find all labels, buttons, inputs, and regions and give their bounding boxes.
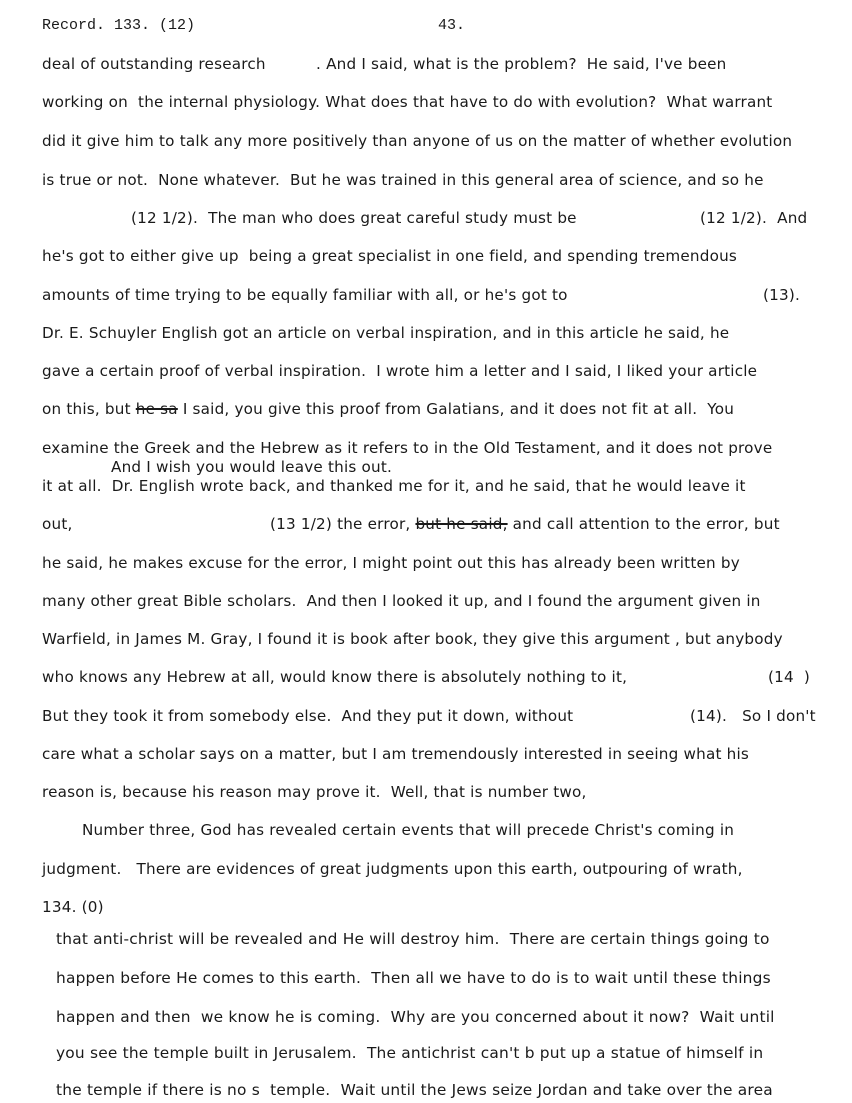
text-line-7-right: (13).: [763, 286, 801, 304]
text-line-16: Warfield, in James M. Gray, I found it is book after book, they give this argument , but anybody: [42, 630, 783, 648]
lower-line-2: happen before He comes to this earth. Then all we have to do is to wait until these things: [56, 969, 771, 987]
text-line-17-left: who knows any Hebrew at all, would know there is absolutely nothing to it,: [42, 668, 628, 686]
inserted-text: And I wish you would leave this out.: [111, 458, 393, 476]
text-line-7-left: amounts of time trying to be equally familiar with all, or he's got to: [42, 286, 568, 304]
text-line-19: care what a scholar says on a matter, but I am tremendously interested in seeing what his: [42, 745, 749, 763]
text-line-3: did it give him to talk any more positively than anyone of us on the matter of whether evolution: [42, 132, 793, 150]
lower-line-1: that anti-christ will be revealed and He will destroy him. There are certain things going to: [56, 930, 770, 948]
text-line-4: is true or not. None whatever. But he was trained in this general area of science, and so he: [42, 171, 764, 189]
text-line-14: he said, he makes excuse for the error, I might point out this has already been written by: [42, 554, 740, 572]
lower-line-3: happen and then we know he is coming. Why are you concerned about it now? Wait until: [56, 1008, 775, 1026]
struck-text: he sa: [135, 400, 178, 418]
lower-line-4: you see the temple built in Jerusalem. The antichrist can't b put up a statue of himself in: [56, 1044, 764, 1062]
page-number: 43.: [438, 17, 466, 34]
text-line-1: deal of outstanding research . And I said, what is the problem? He said, I've been: [42, 55, 727, 73]
text-line-18-right: (14). So I don't: [690, 707, 816, 725]
struck-text-2: but he said,: [415, 515, 508, 533]
text-line-9: gave a certain proof of verbal inspiration. I wrote him a letter and I said, I liked your article: [42, 362, 758, 380]
text-line-5-right: (12 1/2). And: [700, 209, 808, 227]
text-line-13-start: (13 1/2) the error,: [270, 515, 416, 533]
text-line-20: reason is, because his reason may prove it. Well, that is number two,: [42, 783, 587, 801]
text-line-2: working on the internal physiology. What does that have to do with evolution? What warrant: [42, 93, 773, 111]
text-line-15: many other great Bible scholars. And then I looked it up, and I found the argument given in: [42, 592, 761, 610]
text-line-5-left: (12 1/2). The man who does great careful study must be: [131, 209, 577, 227]
text-line-8: Dr. E. Schuyler English got an article on verbal inspiration, and in this article he said, he: [42, 324, 730, 342]
text-line-13-left: out,: [42, 515, 73, 533]
text-line-10-start: on this, but: [42, 400, 136, 418]
record-marker: 134. (0): [42, 898, 104, 916]
text-line-13-right: [270, 514, 780, 534]
text-line-10-end: I said, you give this proof from Galatians, and it does not fit at all. You: [177, 400, 735, 418]
text-line-22: judgment. There are evidences of great judgments upon this earth, outpouring of wrath,: [42, 860, 743, 878]
text-line-13-end: and call attention to the error, but: [507, 515, 780, 533]
text-line-11: examine the Greek and the Hebrew as it refers to in the Old Testament, and it does not prove: [42, 439, 773, 457]
record-header: Record. 133. (12): [42, 17, 196, 34]
text-line-21: Number three, God has revealed certain events that will precede Christ's coming in: [82, 821, 735, 839]
text-line-6: he's got to either give up being a great specialist in one field, and spending tremendous: [42, 247, 738, 265]
text-line-18-left: But they took it from somebody else. And they put it down, without: [42, 707, 574, 725]
text-line-10: [42, 399, 734, 419]
text-line-12: it at all. Dr. English wrote back, and thanked me for it, and he said, that he would leave it: [42, 477, 746, 495]
text-line-17-right: (14 ): [768, 668, 811, 686]
lower-line-5: the temple if there is no s temple. Wait until the Jews seize Jordan and take over the area: [56, 1081, 773, 1099]
